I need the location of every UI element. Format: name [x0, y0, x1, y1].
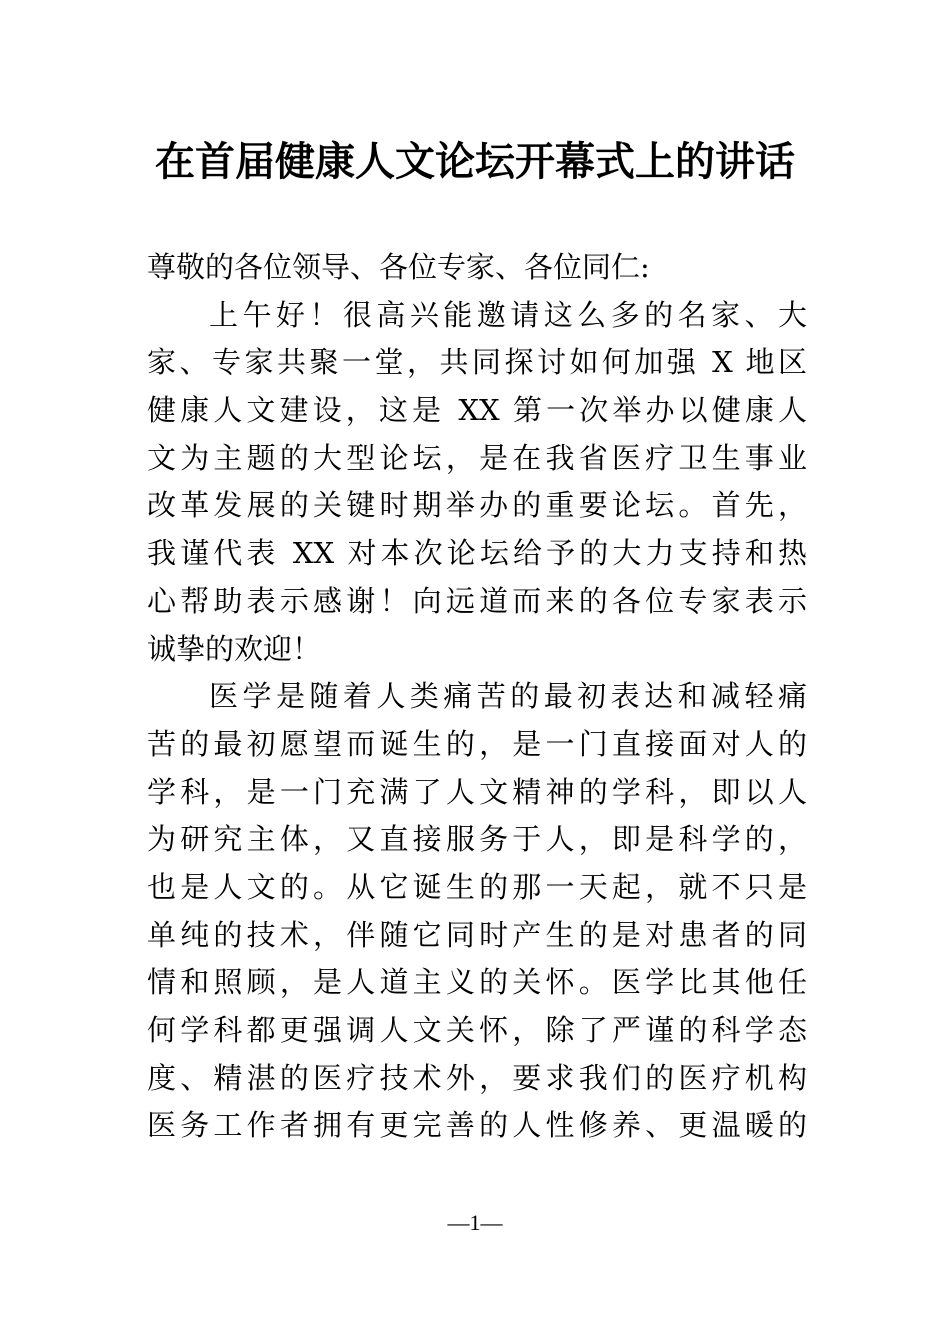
- paragraph-line: 何学科都更强调人文关怀，除了严谨的科学态: [147, 1013, 807, 1047]
- paragraph-line: 我谨代表 XX 对本次论坛给予的大力支持和热: [147, 536, 807, 571]
- paragraph-1: [147, 292, 807, 674]
- paragraph-line: 情和照顾，是人道主义的关怀。医学比其他任: [147, 965, 807, 1000]
- paragraph-line: 文为主题的大型论坛，是在我省医疗卫生事业: [147, 440, 807, 475]
- paragraph-line: 诚挚的欢迎！: [147, 631, 322, 666]
- paragraph-line: 也是人文的。从它诞生的那一天起，就不只是: [147, 869, 807, 904]
- salutation: 尊敬的各位领导、各位专家、各位同仁:: [147, 250, 650, 284]
- paragraph-line: 苦的最初愿望而诞生的，是一门直接面对人的: [147, 726, 807, 761]
- paragraph-line: 改革发展的关键时期举办的重要论坛。首先，: [147, 488, 807, 523]
- paragraph-line: 上午好！很高兴能邀请这么多的名家、大: [209, 297, 807, 332]
- paragraph-line: 为研究主体，又直接服务于人，即是科学的，: [147, 822, 807, 857]
- paragraph-line: 单纯的技术，伴随它同时产生的是对患者的同: [147, 917, 807, 952]
- paragraph-line: 度、精湛的医疗技术外，要求我们的医疗机构: [147, 1060, 807, 1095]
- paragraph-line: 学科，是一门充满了人文精神的学科，即以人: [147, 774, 807, 809]
- paragraph-line: 健康人文建设，这是 XX 第一次举办以健康人: [147, 393, 807, 428]
- paragraph-line: 医学是随着人类痛苦的最初表达和减轻痛: [209, 679, 807, 714]
- document-title: 在首届健康人文论坛开幕式上的讲话: [155, 138, 795, 185]
- paragraph-line: 心帮助表示感谢！向远道而来的各位专家表示: [147, 583, 807, 618]
- document-body: [147, 244, 807, 1150]
- paragraph-2: [147, 673, 807, 1150]
- paragraph-line: 家、专家共聚一堂，共同探讨如何加强 X 地区: [147, 345, 807, 380]
- page-number: —1—: [447, 1210, 503, 1235]
- paragraph-line: 医务工作者拥有更完善的人性修养、更温暖的: [147, 1108, 807, 1143]
